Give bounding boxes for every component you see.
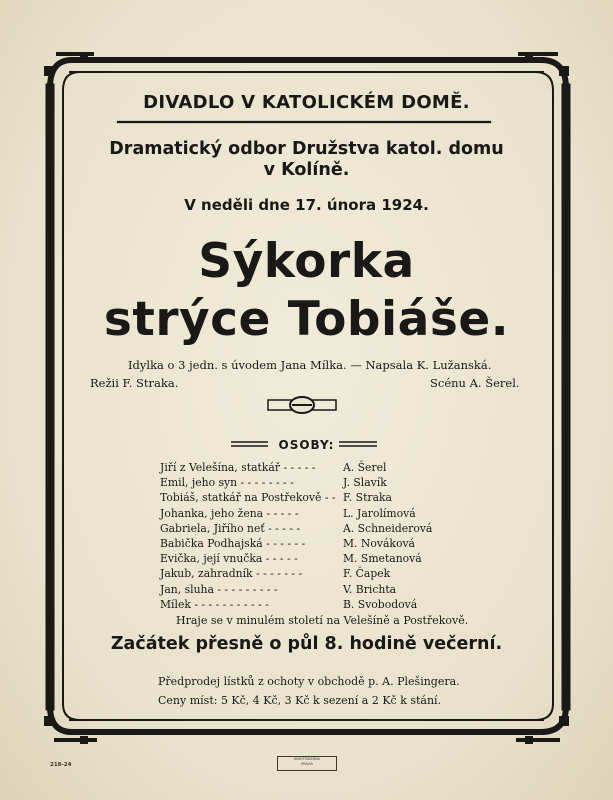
cast-row [160, 567, 460, 582]
print-code: 218-24 [50, 762, 72, 768]
play-title-line-2: strýce Tobiáše. [103, 292, 510, 347]
ticket-prices: Ceny míst: 5 Kč, 4 Kč, 3 Kč k sezení a 2 Kč k stání. [158, 694, 442, 707]
cast-actor: B. Svobodová [343, 597, 418, 611]
start-time: Začátek přesně o půl 8. hodině večerní. [110, 634, 503, 654]
setting-note: Hraje se v minulém století na Velešíně a Postřekově. [176, 614, 469, 627]
printer-stamp-line-1: KNIHTISKÁRNA [293, 757, 321, 761]
cast-role: Gabriela, Jiřího neť - - - - - [160, 521, 301, 535]
scene-credit: Scénu A. Šerel. [430, 376, 520, 390]
cast-row [160, 552, 460, 567]
play-title-line-1: Sýkorka [198, 234, 415, 289]
cast-actor: F. Straka [343, 491, 392, 505]
cast-row [160, 522, 460, 537]
cast-row [160, 583, 460, 598]
cast-actor: L. Jarolímová [343, 506, 416, 520]
cast-actor: A. Šerel [343, 461, 387, 474]
cast-row [160, 476, 460, 491]
theater-name: DIVADLO V KATOLICKÉM DOMĚ. [143, 92, 470, 113]
organizer-line-1: Dramatický odbor Družstva katol. domu [109, 139, 504, 159]
printer-stamp-line-2: PRAHA [301, 762, 313, 766]
cast-actor: F. Čapek [343, 567, 391, 581]
cast-actor: A. Schneiderová [343, 521, 433, 535]
cast-actor: M. Nováková [343, 536, 415, 550]
cast-row [160, 507, 460, 522]
cast-row [160, 537, 460, 552]
printer-stamp [277, 756, 337, 771]
cast-row [160, 491, 460, 506]
cast-role: Tobiáš, statkář na Postřekově - - [160, 491, 336, 505]
performance-date: V neděli dne 17. února 1924. [184, 196, 429, 214]
cast-row [160, 598, 460, 613]
director-credit: Režii F. Straka. [90, 376, 179, 390]
cast-row [160, 461, 460, 476]
cast-role: Mílek - - - - - - - - - - - [160, 597, 269, 611]
cast-role: Johanka, jeho žena - - - - - [160, 506, 299, 520]
play-subtitle: Idylka o 3 jedn. s úvodem Jana Mílka. — Napsala K. Lužanská. [128, 358, 492, 372]
cast-role: Jiří z Velešína, statkář - - - - - [160, 461, 316, 474]
cast-heading: OSOBY: [278, 438, 335, 452]
cast-actor: V. Brichta [343, 582, 397, 596]
cast-role: Jan, sluha - - - - - - - - - [160, 582, 278, 596]
cast-role: Babička Podhajská - - - - - - [160, 536, 306, 550]
cast-role: Emil, jeho syn - - - - - - - - [160, 476, 294, 490]
center-ornament [268, 397, 336, 413]
presale-note: Předprodej lístků z ochoty v obchodě p. A. Plešingera. [158, 675, 460, 688]
cast-list [160, 461, 460, 613]
cast-actor: J. Slavík [343, 476, 387, 490]
organizer-line-2: v Kolíně. [263, 160, 350, 180]
cast-actor: M. Smetanová [343, 552, 422, 566]
cast-role: Evička, její vnučka - - - - - [160, 552, 298, 566]
cast-role: Jakub, zahradník - - - - - - - [160, 567, 303, 581]
